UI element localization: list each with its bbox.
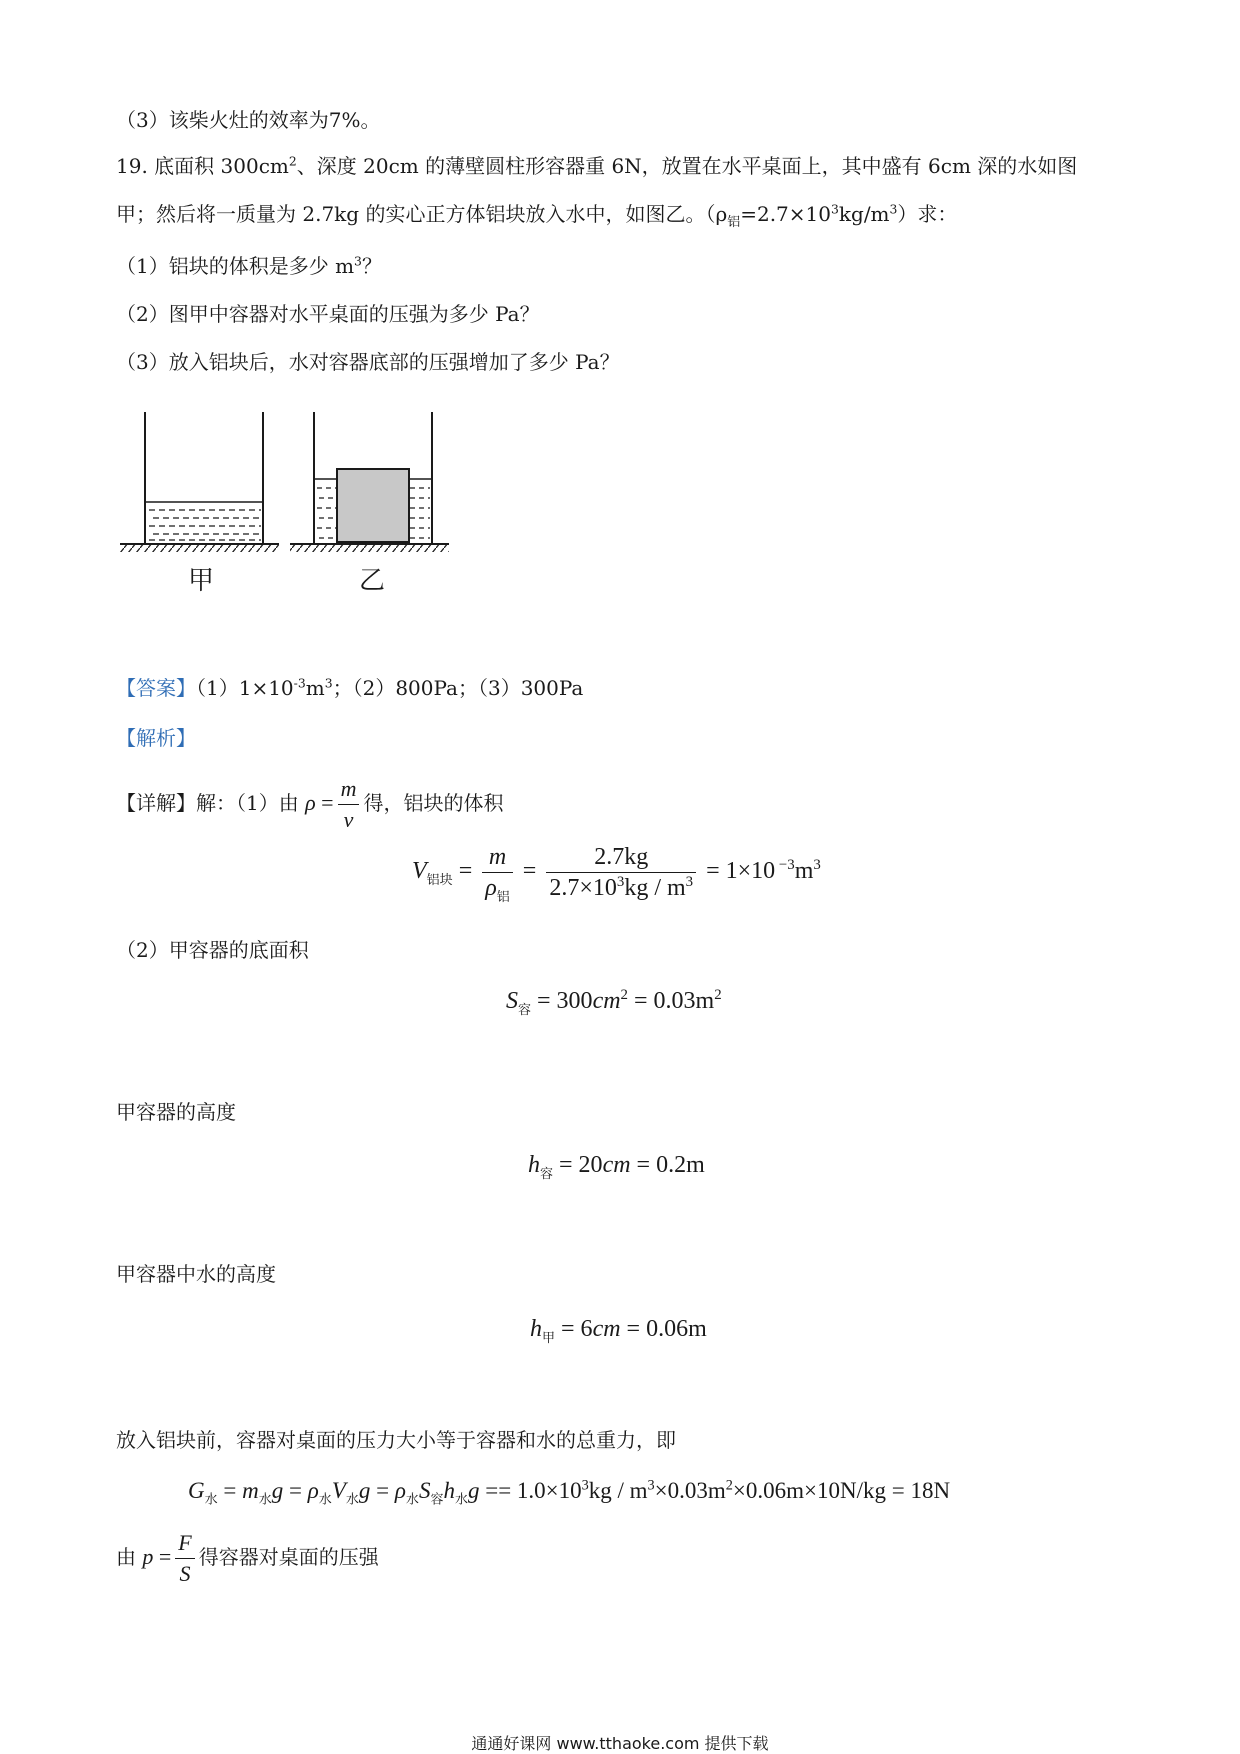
answer-tag: 【答案】 (116, 676, 196, 700)
container-figure (116, 408, 456, 612)
figure-label-yi: 乙 (359, 566, 386, 596)
sub-question-2: （2）图甲中容器对水平桌面的压强为多少 Pa？ (116, 302, 540, 326)
pressure-line: 由 p = $\frac{F}{S}$ 得容器对桌面的压强 (116, 1530, 379, 1587)
part2-label: （2）甲容器的底面积 (116, 938, 309, 962)
water-height-label: 甲容器中水的高度 (116, 1262, 276, 1286)
sub-question-3: （3）放入铝块后，水对容器底部的压强增加了多少 Pa？ (116, 350, 620, 374)
equation-area: $S_容 = 300cm^2 = 0.03m^2$ (506, 987, 722, 1018)
before-text: 放入铝块前，容器对桌面的压力大小等于容器和水的总重力，即 (116, 1428, 676, 1452)
answer-line: 【答案】$(1)1\times 10^{-3}m^3$；（2）800Pa；（3）300Pa (116, 675, 584, 700)
prev-question-part3: （3）该柴火灶的效率为7%。 (116, 108, 381, 132)
detail-intro: 【详解】解：（1）由 ρ = $\frac{m}{v}$ 得，铝块的体积 (116, 776, 504, 833)
equation-container-height: $h_容 = 20cm = 0.2m$ (528, 1152, 705, 1182)
equation-weight: $G_水 = m_水g = \rho_水V_水g = \rho_水S_容h_水g == 1.0\times 10^3kg / m^3\times 0.03m^2\times 0.06m\times 10N/kg = 18N$ (188, 1477, 951, 1508)
height-label: 甲容器的高度 (116, 1100, 236, 1124)
ground-hatch-right (290, 544, 449, 552)
question-19-line2: 甲；然后将一质量为 2.7kg 的实心正方体铝块放入水中，如图乙。$(\rho_铝=2.7\times 10^3kg/m^3)$求： (116, 201, 958, 230)
equation-volume: $V_{铝块}$ = $\frac{m}{\rho_铝}$ = $\frac{2.7kg}{2.7\times 10^3kg / m^3}$ = 1×10 $^{-3}m^3$ (412, 844, 821, 905)
analysis-tag: 【解析】 (116, 726, 196, 750)
detail-tag: 【详解】 (116, 791, 196, 815)
water-dashes-left (149, 510, 261, 540)
page-footer: 通通好课网 www.tthaoke.com 提供下载 (471, 1734, 769, 1753)
figure-label-jia: 甲 (188, 566, 215, 596)
aluminum-block (337, 469, 409, 542)
sub-question-1: （1）铝块的体积是多少 $m^3$？ (116, 253, 382, 278)
ground-hatch-left (120, 544, 279, 552)
container-diagram (116, 408, 456, 608)
question-19-line1: 19. 底面积 $300cm^2$、深度 20cm 的薄壁圆柱形容器重 6N，放置在水平桌面上，其中盛有 6cm 深的水如图 (116, 153, 1078, 178)
equation-water-height: $h_甲 = 6cm = 0.06m$ (530, 1316, 707, 1346)
